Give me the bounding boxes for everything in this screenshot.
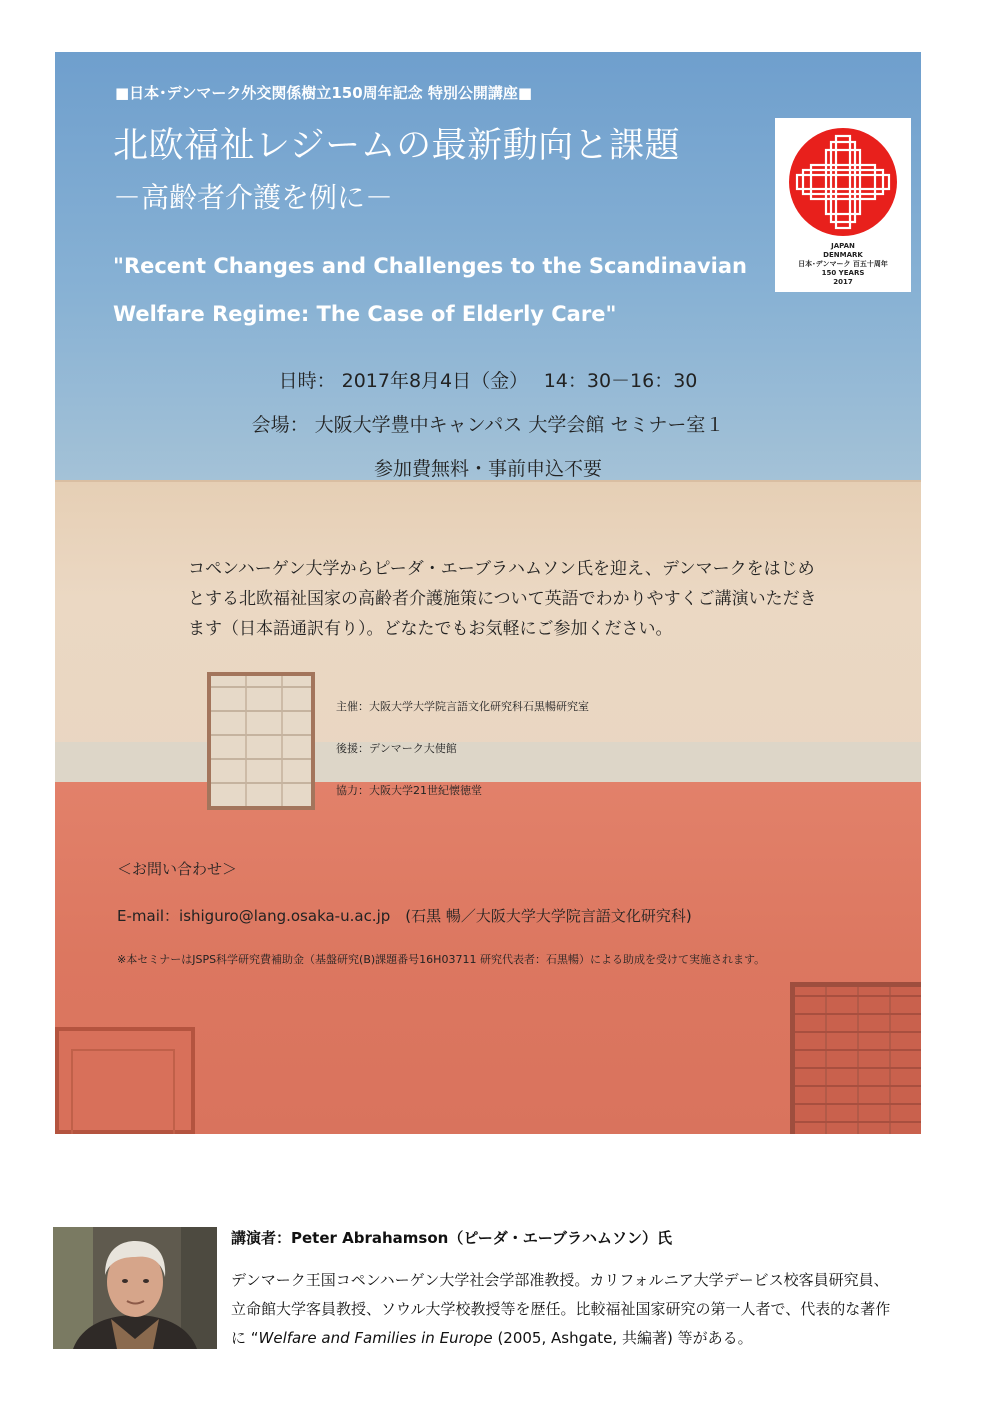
- anniversary-emblem-icon: [787, 126, 899, 238]
- door-panel: [71, 1049, 175, 1134]
- logo-text-years: 150 YEARS: [821, 269, 865, 277]
- speaker-bio-line3: [231, 1324, 956, 1353]
- event-header: ■日本･デンマーク外交関係樹立150周年記念 特別公開講座■: [115, 84, 533, 102]
- contact-heading: ＜お問い合わせ＞: [117, 860, 238, 878]
- speaker-name: 講演者：Peter Abrahamson（ピーダ・エーブラハムソン）氏: [231, 1229, 672, 1247]
- supporter: 後援：デンマーク大使館: [336, 742, 457, 755]
- logo-text-jp: 日本･デンマーク 百五十周年: [798, 260, 888, 268]
- title-en-line2: Welfare Regime: The Case of Elderly Care": [113, 302, 617, 326]
- logo-text-year: 2017: [833, 278, 853, 286]
- title-en: [113, 242, 753, 338]
- door: [55, 1027, 195, 1134]
- poster: [55, 52, 921, 1134]
- bio-book-title: Welfare and Families in Europe: [258, 1329, 493, 1347]
- event-datetime: 日時： 2017年8月4日（金） 14：30－16：30: [278, 370, 698, 392]
- bio-prefix: に “: [231, 1329, 259, 1347]
- funding-note: ※本セミナーはJSPS科学研究費補助金（基盤研究(B)課題番号16H03711 研究代表者：石黒暢）による助成を受けて実施されます。: [117, 953, 766, 966]
- event-description: コペンハーゲン大学からピーダ・エーブラハムソン氏を迎え、デンマークをはじめとする北欧福祉国家の高齢者介護施策について英語でわかりやすくご講演いただきます（日本語通訳有り）。どなたでもお気軽にご参加ください。: [188, 559, 817, 639]
- speaker-bio-line1: デンマーク王国コペンハーゲン大学社会学部准教授。カリフォルニア大学デービス校客員研究員、: [231, 1271, 889, 1289]
- bio-suffix: (2005, Ashgate, 共編著) 等がある。: [492, 1329, 753, 1347]
- speaker-portrait-icon: [53, 1227, 217, 1349]
- event-venue: 会場： 大阪大学豊中キャンパス 大学会館 セミナー室１: [251, 414, 725, 436]
- exposed-bricks: [790, 982, 921, 1134]
- logo-text-japan: JAPAN: [831, 242, 855, 250]
- speaker-bio-line2: 立命館大学客員教授、ソウル大学校教授等を歴任。比較福祉国家研究の第一人者で、代表的な著作: [231, 1300, 891, 1318]
- speaker-photo: [53, 1227, 217, 1349]
- event-fee: 参加費無料・事前申込不要: [373, 458, 602, 480]
- anniversary-logo: [775, 118, 911, 292]
- host: 主催：大阪大学大学院言語文化研究科石黒暢研究室: [336, 700, 589, 713]
- title-en-line1: "Recent Changes and Challenges to the Scandinavian: [113, 254, 747, 278]
- logo-text-denmark: DENMARK: [823, 251, 863, 259]
- contact-email: E-mail：ishiguro@lang.osaka-u.ac.jp (石黒 暢／大阪大学大学院言語文化研究科): [117, 907, 692, 925]
- title-jp: 北欧福祉レジームの最新動向と課題: [113, 126, 681, 166]
- bricked-window: [207, 672, 315, 810]
- cooperator: 協力：大阪大学21世紀懐徳堂: [336, 784, 482, 797]
- subtitle-jp: －高齢者介護を例に－: [113, 181, 394, 214]
- speaker-bio: [231, 1266, 956, 1353]
- wall-stripe: [55, 742, 921, 782]
